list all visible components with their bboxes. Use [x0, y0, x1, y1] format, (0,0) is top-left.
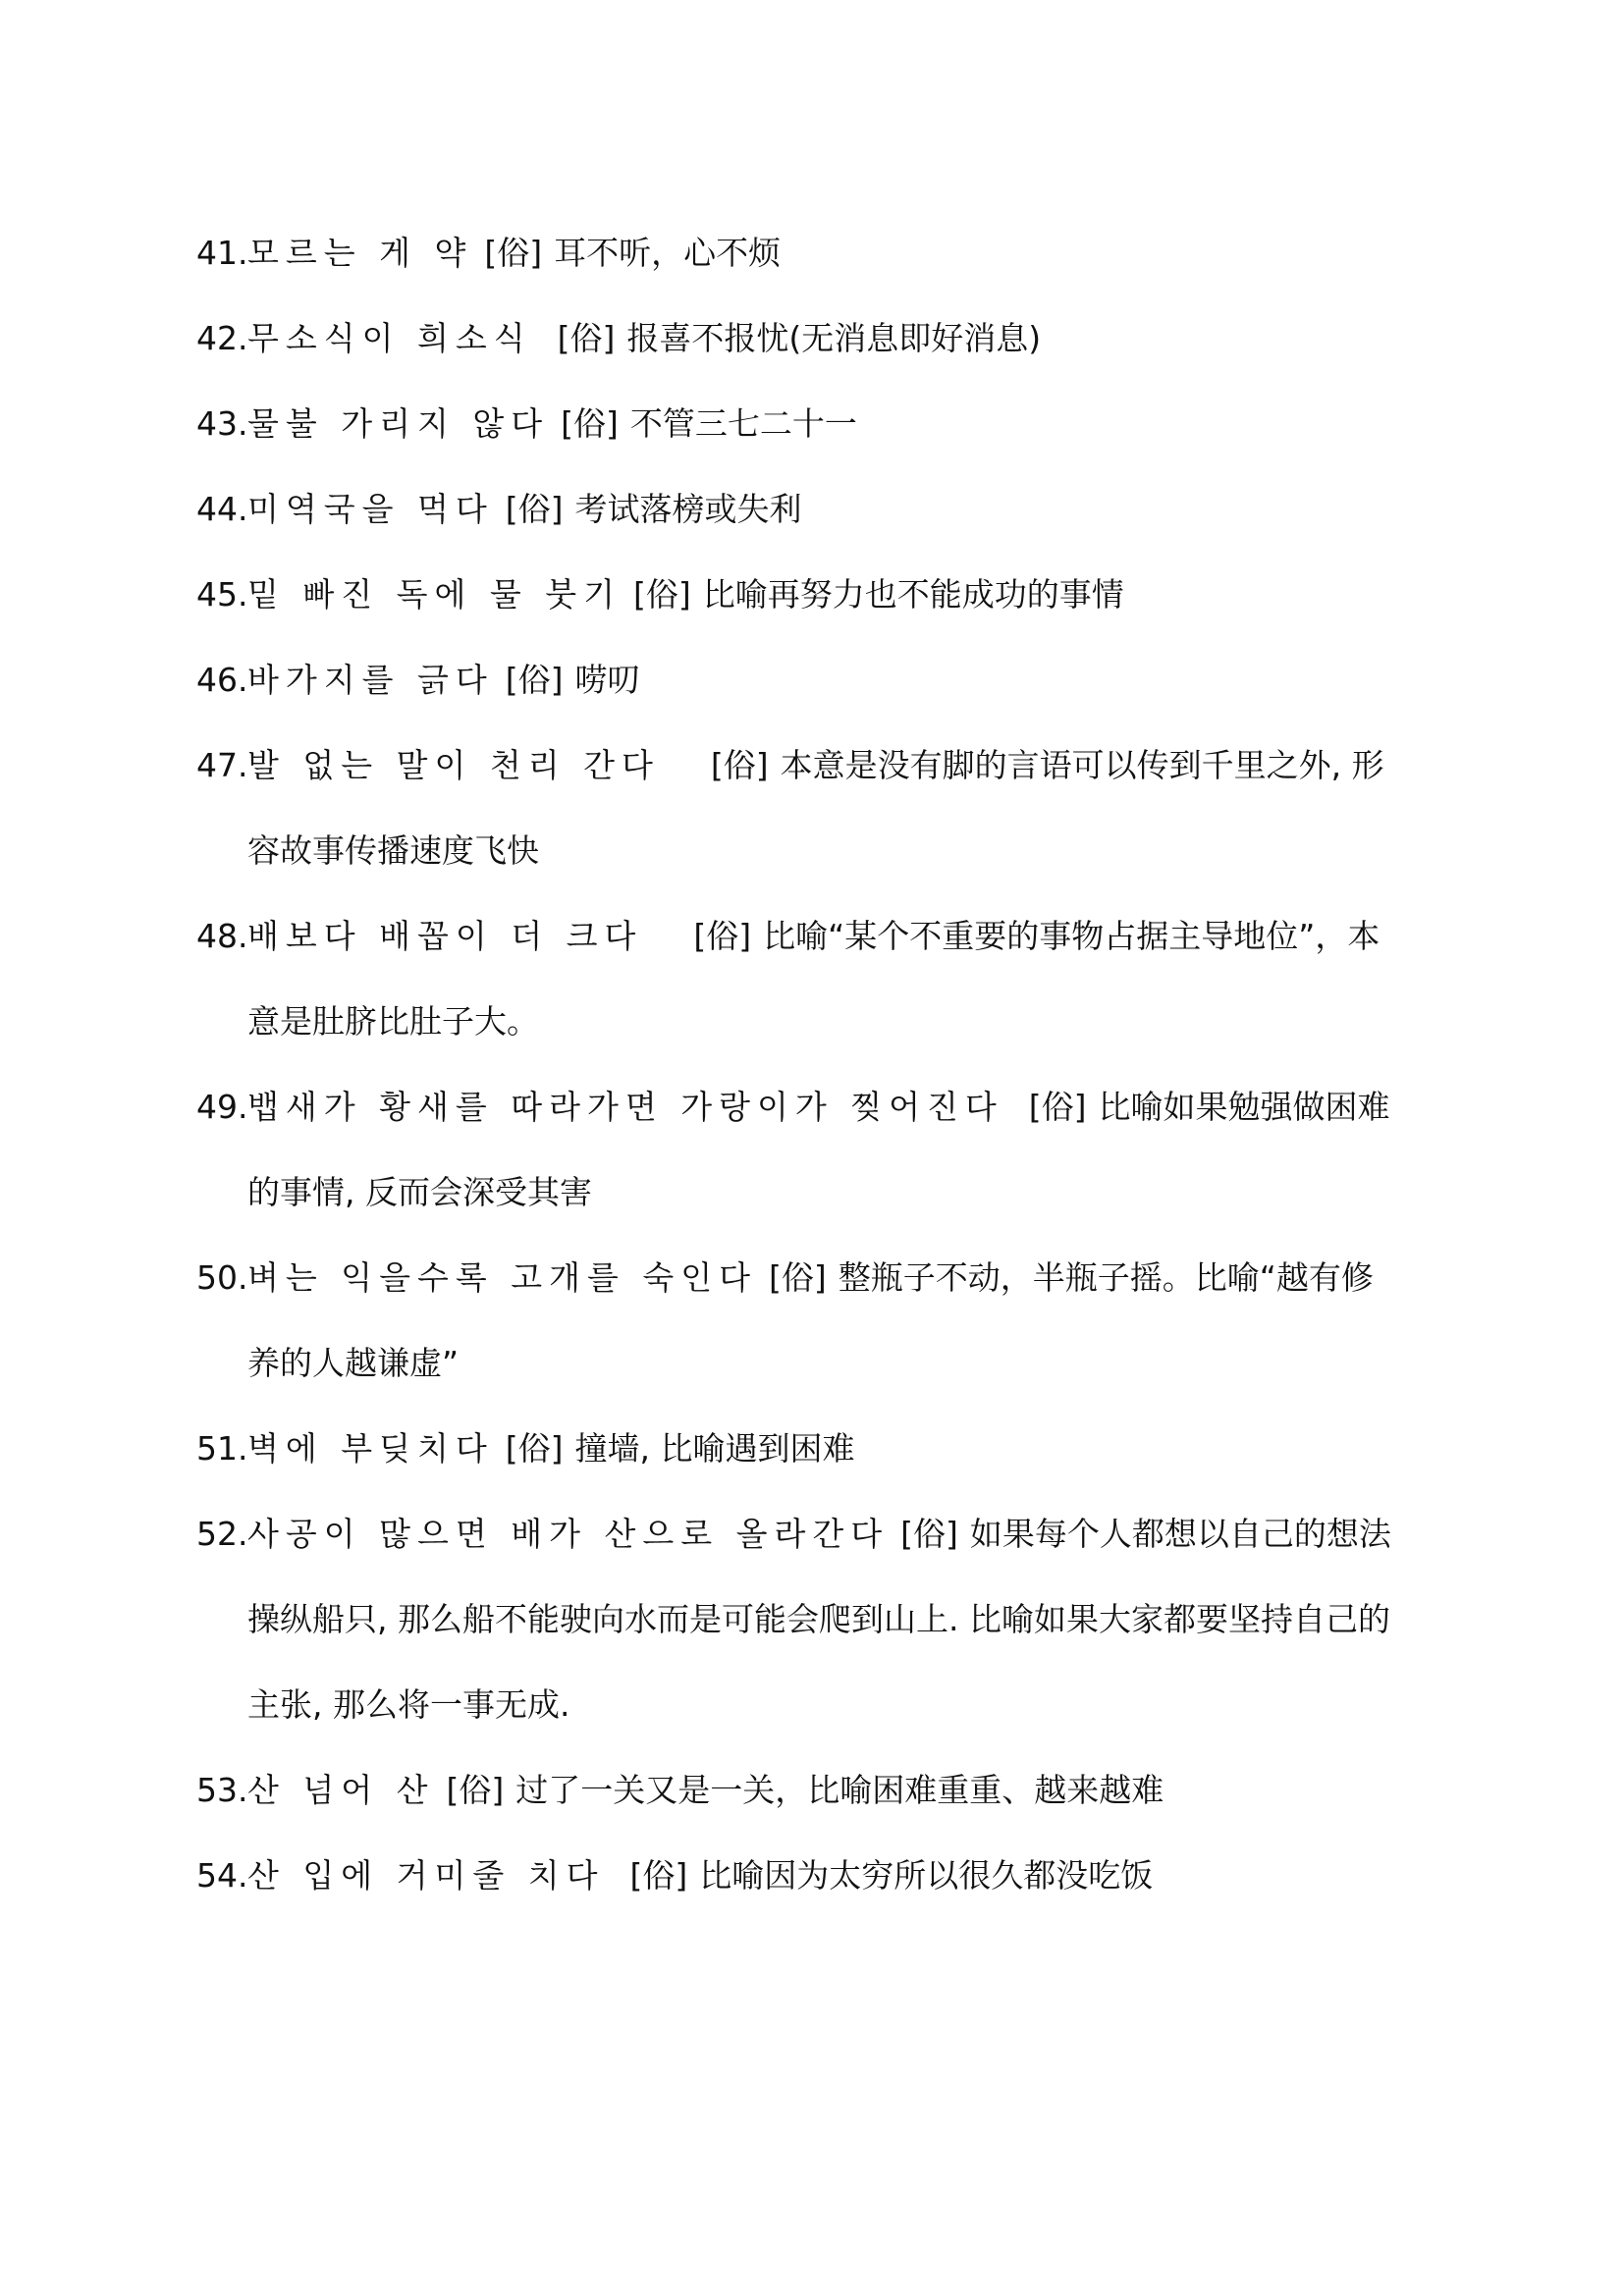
list-item — [196, 381, 1394, 466]
entry-number: 54. — [196, 1856, 248, 1895]
category-tag: [俗] — [557, 319, 616, 357]
entry-text — [247, 381, 1394, 466]
category-tag: [俗] — [629, 1856, 688, 1895]
entry-text — [247, 722, 1394, 893]
korean-proverb: 물불 가리지 않다 — [247, 404, 550, 443]
entry-number: 46. — [196, 661, 248, 699]
chinese-meaning: 如果每个人都想以自己的想法操纵船只, 那么船不能驶向水而是可能会爬到山上. 比喻如果大家都要坚持自己的主张, 那么将一事无成. — [247, 1515, 1391, 1724]
category-tag: [俗] — [446, 1771, 505, 1809]
chinese-meaning: 不管三七二十一 — [629, 404, 857, 443]
korean-proverb: 무소식이 희소식 — [247, 319, 532, 357]
chinese-meaning: 整瓶子不动，半瓶子摇。比喻“越有修养的人越谦虚” — [247, 1258, 1374, 1382]
entry-number: 53. — [196, 1771, 248, 1809]
entry-text — [247, 637, 1394, 722]
list-item — [196, 637, 1394, 722]
list-item — [196, 893, 1394, 1064]
korean-proverb: 사공이 많으면 배가 산으로 올라간다 — [247, 1515, 890, 1553]
korean-proverb: 뱁새가 황새를 따라가면 가랑이가 찢어진다 — [247, 1088, 1003, 1126]
chinese-meaning: 过了一关又是一关，比喻困难重重、越来越难 — [515, 1771, 1164, 1809]
entry-text — [247, 893, 1394, 1064]
entry-number: 50. — [196, 1258, 248, 1297]
category-tag: [俗] — [710, 746, 769, 784]
chinese-meaning: 考试落榜或失利 — [574, 490, 802, 528]
list-item — [196, 210, 1394, 295]
list-item — [196, 1064, 1394, 1235]
chinese-meaning: 唠叨 — [574, 661, 640, 699]
entry-number: 45. — [196, 575, 248, 614]
entry-text — [247, 1235, 1394, 1406]
proverb-list — [196, 210, 1394, 1918]
list-item — [196, 552, 1394, 637]
entry-text — [247, 466, 1394, 552]
category-tag: [俗] — [505, 1429, 564, 1468]
chinese-meaning: 撞墙, 比喻遇到困难 — [574, 1429, 855, 1468]
korean-proverb: 밑 빠진 독에 물 붓기 — [247, 575, 622, 614]
entry-text — [247, 1406, 1394, 1491]
korean-proverb: 배보다 배꼽이 더 크다 — [247, 917, 643, 955]
entry-text — [247, 1747, 1394, 1833]
korean-proverb: 벼는 익을수록 고개를 숙인다 — [247, 1258, 758, 1297]
chinese-meaning: 比喻如果勉强做困难的事情, 反而会深受其害 — [247, 1088, 1390, 1211]
category-tag: [俗] — [484, 234, 543, 272]
category-tag: [俗] — [1028, 1088, 1087, 1126]
entry-number: 42. — [196, 319, 248, 357]
entry-number: 43. — [196, 404, 248, 443]
category-tag: [俗] — [561, 404, 619, 443]
entry-number: 51. — [196, 1429, 248, 1468]
entry-number: 52. — [196, 1515, 248, 1553]
list-item — [196, 722, 1394, 893]
chinese-meaning: 本意是没有脚的言语可以传到千里之外, 形容故事传播速度飞快 — [247, 746, 1384, 870]
korean-proverb: 발 없는 말이 천리 간다 — [247, 746, 660, 784]
korean-proverb: 벽에 부딪치다 — [247, 1429, 494, 1468]
chinese-meaning: 比喻“某个不重要的事物占据主导地位”，本意是肚脐比肚子大。 — [247, 917, 1380, 1041]
list-item — [196, 466, 1394, 552]
entry-number: 49. — [196, 1088, 248, 1126]
entry-text — [247, 1491, 1394, 1747]
list-item — [196, 1491, 1394, 1747]
list-item — [196, 1406, 1394, 1491]
chinese-meaning: 报喜不报忧(无消息即好消息) — [626, 319, 1042, 357]
korean-proverb: 미역국을 먹다 — [247, 490, 494, 528]
korean-proverb: 산 넘어 산 — [247, 1771, 435, 1809]
category-tag: [俗] — [505, 490, 564, 528]
category-tag: [俗] — [769, 1258, 827, 1297]
entry-number: 41. — [196, 234, 248, 272]
category-tag: [俗] — [693, 917, 752, 955]
chinese-meaning: 比喻因为太穷所以很久都没吃饭 — [699, 1856, 1154, 1895]
list-item — [196, 1833, 1394, 1918]
entry-number: 47. — [196, 746, 248, 784]
entry-number: 48. — [196, 917, 248, 955]
entry-text — [247, 210, 1394, 295]
chinese-meaning: 耳不听，心不烦 — [554, 234, 782, 272]
korean-proverb: 바가지를 긁다 — [247, 661, 494, 699]
category-tag: [俗] — [632, 575, 691, 614]
korean-proverb: 모르는 게 약 — [247, 234, 473, 272]
list-item — [196, 1235, 1394, 1406]
entry-text — [247, 295, 1394, 381]
list-item — [196, 295, 1394, 381]
korean-proverb: 산 입에 거미줄 치다 — [247, 1856, 605, 1895]
category-tag: [俗] — [900, 1515, 958, 1553]
entry-text — [247, 1064, 1394, 1235]
entry-number: 44. — [196, 490, 248, 528]
entry-text — [247, 1833, 1394, 1918]
chinese-meaning: 比喻再努力也不能成功的事情 — [702, 575, 1124, 614]
entry-text — [247, 552, 1394, 637]
category-tag: [俗] — [505, 661, 564, 699]
list-item — [196, 1747, 1394, 1833]
